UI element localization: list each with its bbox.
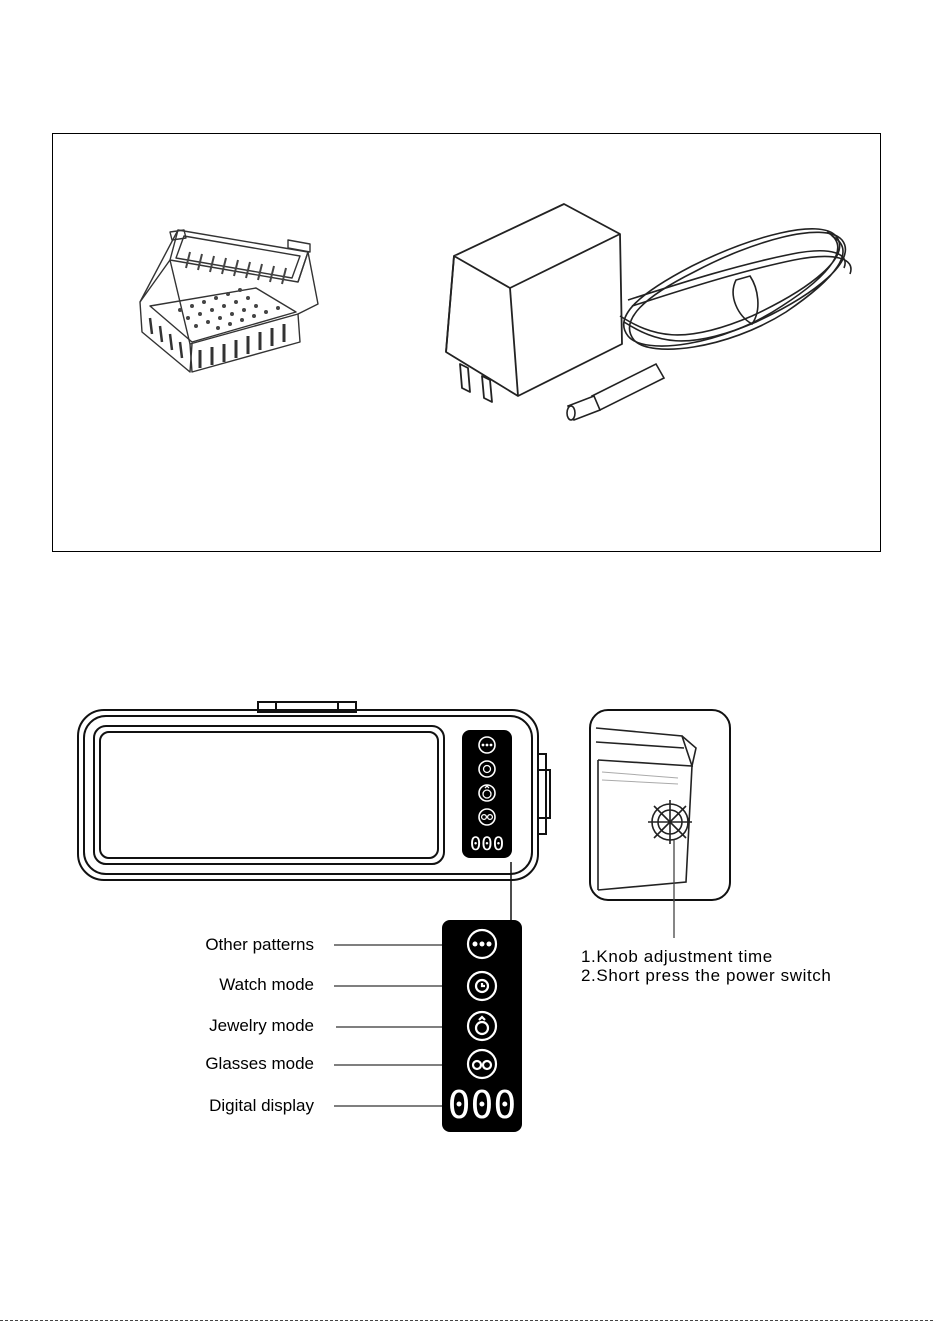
label-watch-mode: Watch mode xyxy=(219,975,314,994)
cleaner-side-view xyxy=(588,708,734,904)
top-view-readout: 000 xyxy=(469,833,505,855)
power-adapter-illustration xyxy=(432,196,872,426)
knob-icon xyxy=(648,800,692,844)
page-edge-dashes xyxy=(0,1320,933,1321)
callout-lines xyxy=(330,930,456,1120)
knob-note-adjust-time: 1.Knob adjustment time xyxy=(581,947,773,966)
cleaning-basket-illustration xyxy=(130,222,330,397)
knob-note-power-switch: 2.Short press the power switch xyxy=(581,966,832,985)
label-digital-display: Digital display xyxy=(209,1096,314,1115)
label-other-patterns: Other patterns xyxy=(205,935,314,954)
label-glasses-mode: Glasses mode xyxy=(205,1054,314,1073)
label-jewelry-mode: Jewelry mode xyxy=(209,1016,314,1035)
digital-display: 000 xyxy=(447,1083,517,1127)
knob-leader-line xyxy=(670,900,678,940)
cleaner-top-view xyxy=(76,700,552,884)
